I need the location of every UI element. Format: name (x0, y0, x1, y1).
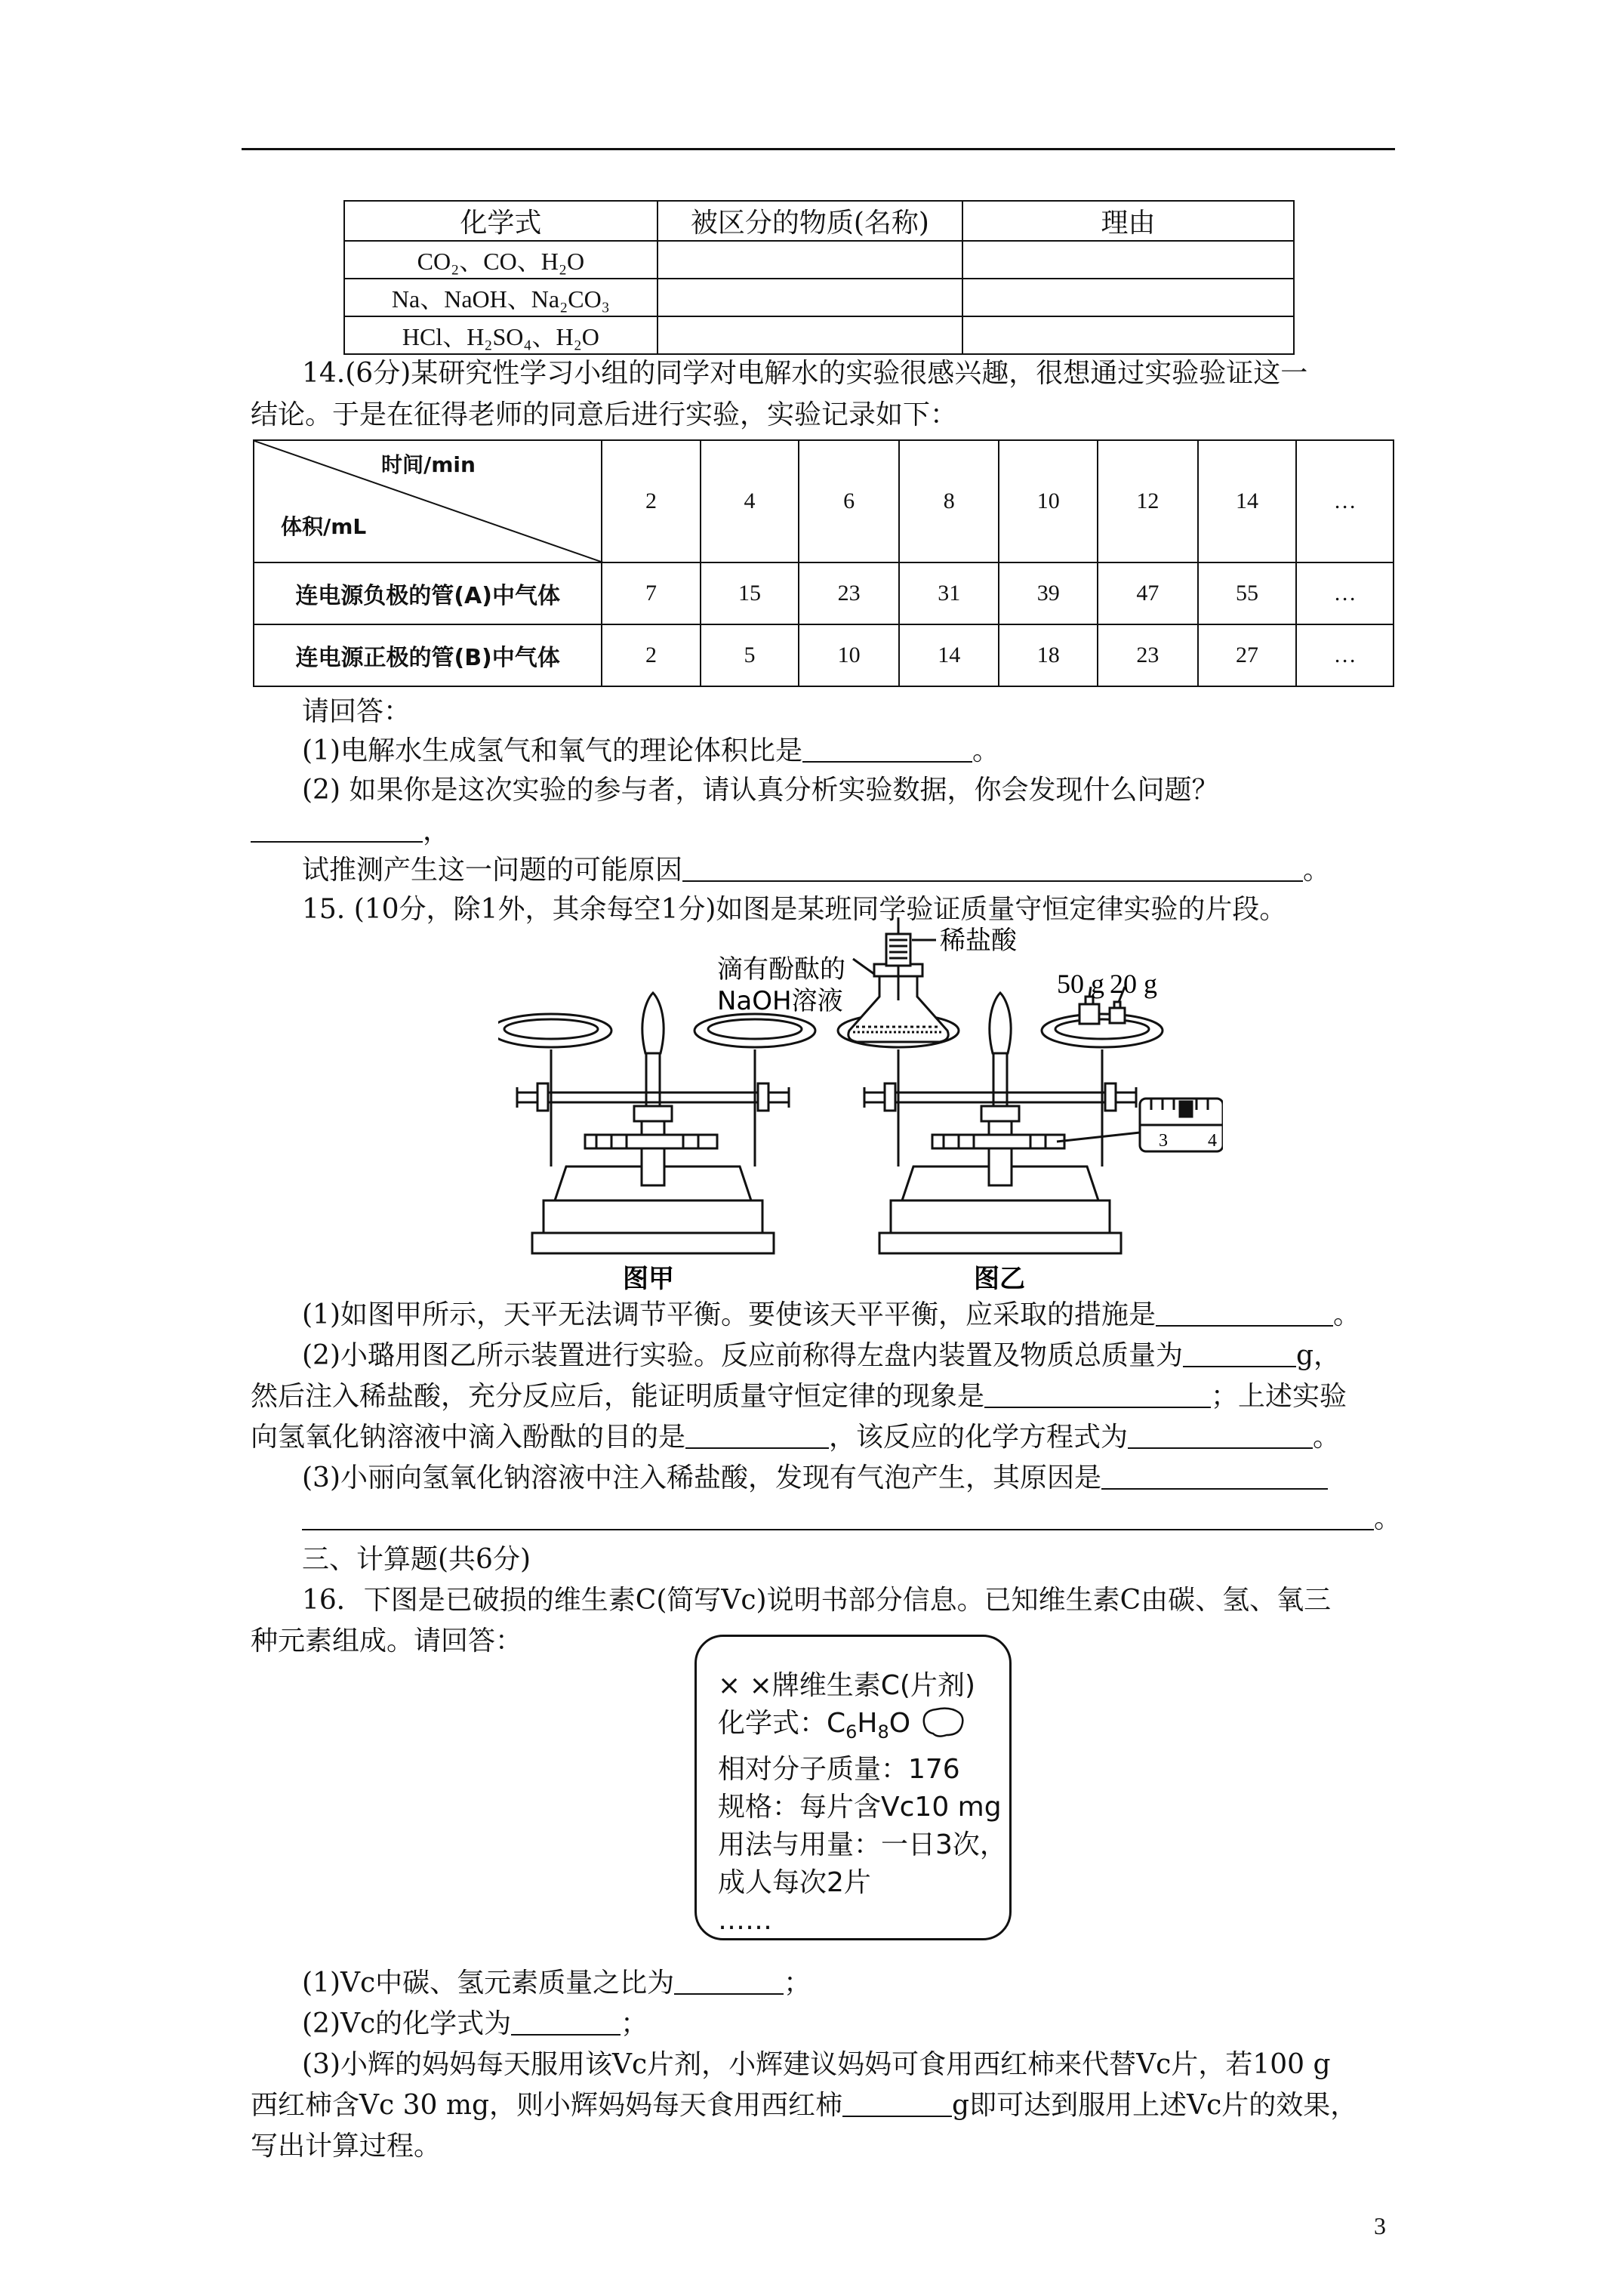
value-cell: 27 (1198, 624, 1297, 686)
value-cell: 7 (602, 562, 700, 624)
answer-blank[interactable] (682, 853, 1303, 882)
q15-sub3-continued: 。 (302, 1500, 1401, 1538)
value-cell: … (1296, 624, 1394, 686)
header-rule (242, 148, 1395, 150)
table-cell[interactable] (658, 279, 962, 316)
answer-blank[interactable] (802, 734, 972, 763)
time-cell: 2 (602, 440, 700, 562)
label-spec: 规格：每片含Vc10 mg (718, 1792, 1002, 1823)
q16-sub1: (1)Vc中碳、氢元素质量之比为 ； (302, 1968, 812, 1999)
table-header: 理由 (962, 201, 1294, 241)
q15-sub2-a: (2)小璐用图乙所示装置进行实验。反应前称得左盘内装置及物质总质量为 g， (302, 1340, 1341, 1371)
answer-blank[interactable] (302, 1502, 1374, 1530)
value-cell: 23 (799, 562, 899, 624)
q15-sub3: (3)小丽向氢氧化钠溶液中注入稀盐酸，发现有气泡产生，其原因是 (302, 1459, 1328, 1497)
rider-scale-4: 4 (1208, 1131, 1217, 1151)
q15-sub2-b: 然后注入稀盐酸，充分反应后，能证明质量守恒定律的现象是 ；上述实验 (251, 1381, 1347, 1412)
value-cell: 5 (701, 624, 799, 686)
solution-label-1: 滴有酚酞的 (717, 954, 845, 985)
label-dose: 成人每次2片 (718, 1867, 871, 1899)
value-cell: … (1296, 562, 1394, 624)
value-cell: 55 (1198, 562, 1297, 624)
answer-blank[interactable] (984, 1379, 1211, 1408)
q14-sub2: (2) 如果你是这次实验的参与者，请认真分析实验数据，你会发现什么问题？ (302, 775, 1219, 806)
label-usage: 用法与用量：一日3次， (718, 1829, 1007, 1861)
balance-figure (498, 917, 1223, 1295)
q16-intro-2: 种元素组成。请回答： (251, 1626, 523, 1657)
diag-bottom-label: 体积/mL (281, 514, 367, 539)
q14-sub3: 试推测产生这一问题的可能原因 。 (302, 855, 1331, 886)
q16-sub3-3: 写出计算过程。 (251, 2131, 442, 2162)
q16-sub2: (2)Vc的化学式为 ； (302, 2008, 648, 2039)
answer-blank[interactable] (674, 1966, 784, 1995)
table-cell: CO₂、CO、H₂O (344, 241, 658, 279)
q14-intro-1: 14.(6分)某研究性学习小组的同学对电解水的实验很感兴趣，很想通过实验验证这一 (302, 358, 1308, 389)
electrolysis-table (253, 439, 1394, 687)
table-cell[interactable] (962, 316, 1294, 354)
answer-blank[interactable] (1156, 1298, 1333, 1327)
solution-label-2: NaOH溶液 (717, 986, 843, 1016)
caption-left: 图甲 (623, 1264, 674, 1294)
value-cell: 31 (899, 562, 999, 624)
table-cell: Na、NaOH、Na₂CO₃ (344, 279, 658, 316)
time-cell: 14 (1198, 440, 1297, 562)
answer-blank[interactable] (251, 814, 423, 843)
value-cell: 15 (701, 562, 799, 624)
value-cell: 47 (1098, 562, 1198, 624)
answer-blank[interactable] (1101, 1461, 1328, 1490)
value-cell: 23 (1098, 624, 1198, 686)
value-cell: 2 (602, 624, 700, 686)
substance-table (343, 200, 1295, 355)
answer-blank[interactable] (1128, 1420, 1313, 1449)
table-cell: HCl、H₂SO₄、H₂O (344, 316, 658, 354)
rider-scale-3: 3 (1159, 1131, 1168, 1151)
row-label-b: 连电源正极的管(B)中气体 (254, 624, 602, 686)
table-cell[interactable] (658, 241, 962, 279)
diag-top-label: 时间/min (381, 452, 476, 477)
time-cell: 8 (899, 440, 999, 562)
time-cell: … (1296, 440, 1394, 562)
q15-sub2-c: 向氢氧化钠溶液中滴入酚酞的目的是 ，该反应的化学方程式为 。 (251, 1422, 1341, 1453)
balance-right (838, 917, 1223, 1253)
page-number: 3 (1374, 2212, 1386, 2239)
time-cell: 6 (799, 440, 899, 562)
acid-label: 稀盐酸 (940, 926, 1017, 956)
q14-sub2-answer: ， (251, 812, 450, 850)
balance-left (498, 993, 815, 1253)
value-cell: 14 (899, 624, 999, 686)
time-cell: 12 (1098, 440, 1198, 562)
time-cell: 4 (701, 440, 799, 562)
weight-20g: 20 g (1110, 969, 1157, 999)
row-label-a: 连电源负极的管(A)中气体 (254, 562, 602, 624)
q16-sub3-1: (3)小辉的妈妈每天服用该Vc片剂，小辉建议妈妈可食用西红柿来代替Vc片，若100 g (302, 2049, 1331, 2080)
label-ellipsis: …… (718, 1905, 772, 1937)
answer-blank[interactable] (1183, 1339, 1296, 1367)
q15-sub1: (1)如图甲所示，天平无法调节平衡。要使该天平平衡，应采取的措施是 。 (302, 1299, 1361, 1330)
label-formula: 化学式：$C_6H_8O$ (718, 1705, 1009, 1751)
diagonal-header (254, 440, 602, 562)
time-cell: 10 (999, 440, 1098, 562)
section-title: 三、计算题(共6分) (302, 1544, 531, 1575)
caption-right: 图乙 (974, 1264, 1025, 1294)
vitamin-c-label (694, 1635, 1012, 1940)
q16-sub3-2: 西红柿含Vc 30 mg，则小辉妈妈每天食用西红柿 g即可达到服用上述Vc片的效果， (251, 2090, 1358, 2121)
value-cell: 18 (999, 624, 1098, 686)
label-title: × ×牌维生素C(片剂) (718, 1670, 975, 1701)
table-cell[interactable] (962, 241, 1294, 279)
answer-blank[interactable] (685, 1420, 829, 1449)
q14-intro-2: 结论。于是在征得老师的同意后进行实验，实验记录如下： (251, 399, 958, 430)
torn-label-icon (919, 1706, 966, 1740)
label-mass: 相对分子质量：176 (718, 1754, 960, 1786)
q15-intro: 15. (10分，除1外，其余每空1分)如图是某班同学验证质量守恒定律实验的片段。 (302, 894, 1287, 925)
table-cell[interactable] (658, 316, 962, 354)
please-answer: 请回答： (302, 696, 411, 727)
table-cell[interactable] (962, 279, 1294, 316)
answer-blank[interactable] (511, 2007, 621, 2036)
value-cell: 39 (999, 562, 1098, 624)
q14-sub1: (1)电解水生成氢气和氧气的理论体积比是 。 (302, 735, 1000, 766)
table-header: 被区分的物质(名称) (658, 201, 962, 241)
value-cell: 10 (799, 624, 899, 686)
weight-50g: 50 g (1057, 969, 1104, 999)
table-header: 化学式 (344, 201, 658, 241)
answer-blank[interactable] (842, 2088, 952, 2117)
q16-intro-1: 16．下图是已破损的维生素C(简写Vc)说明书部分信息。已知维生素C由碳、氢、氧三 (302, 1585, 1332, 1616)
